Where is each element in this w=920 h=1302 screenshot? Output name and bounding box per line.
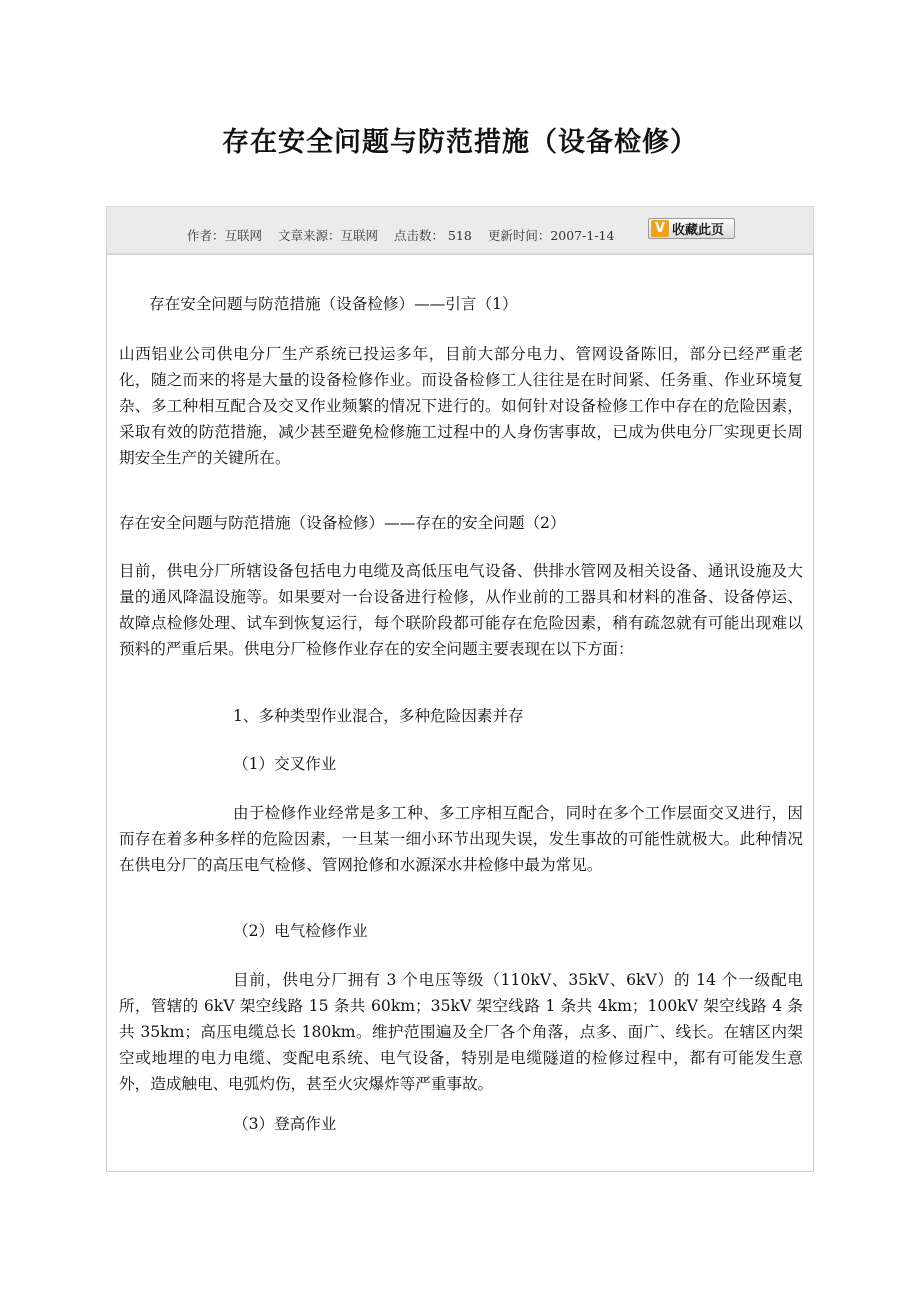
meta-source: 文章来源：互联网 bbox=[278, 228, 379, 243]
meta-updated: 更新时间：2007-1-14 bbox=[487, 228, 615, 243]
paragraph-subitem-3: （3）登高作业 bbox=[233, 1115, 337, 1133]
article-title: 存在安全问题与防范措施（设备检修） bbox=[222, 127, 698, 158]
paragraph-item-1: 1、多种类型作业混合，多种危险因素并存 bbox=[233, 707, 524, 725]
favorite-icon: V bbox=[651, 220, 669, 237]
paragraph-cross-work: 由于检修作业经常是多工种、多工序相互配合，同时在多个工作层面交叉进行，因而存在着多种多样的危险因素，一旦某一细小环节出现失误，发生事故的可能性就极大。此种情况在供电分厂的高压电气检修、管网抢修和水源深水井检修中最为常见。 bbox=[119, 804, 803, 874]
paragraph-intro: 山西铝业公司供电分厂生产系统已投运多年，目前大部分电力、管网设备陈旧，部分已经严重老化，随之而来的将是大量的设备检修作业。而设备检修工人往往是在时间紧、任务重、作业环境复杂、多工种相互配合及交叉作业频繁的情况下进行的。如何针对设备检修工作中存在的危险因素，采取有效的防范措施，减少甚至避免检修施工过程中的人身伤害事故，已成为供电分厂实现更长周期安全生产的关键所在。 bbox=[119, 345, 803, 467]
article-meta-bar bbox=[106, 206, 814, 254]
meta-clicks: 点击数： 518 bbox=[394, 228, 472, 243]
paragraph-subitem-1: （1）交叉作业 bbox=[233, 755, 337, 773]
bookmark-page-button[interactable] bbox=[648, 218, 735, 239]
bookmark-page-label: 收藏此页 bbox=[672, 223, 725, 238]
article-meta bbox=[187, 226, 626, 244]
meta-author: 作者：互联网 bbox=[187, 228, 263, 243]
paragraph-subitem-2: （2）电气检修作业 bbox=[233, 922, 368, 940]
paragraph-section2: 目前，供电分厂所辖设备包括电力电缆及高低压电气设备、供排水管网及相关设备、通讯设施及大量的通风降温设施等。如果要对一台设备进行检修，从作业前的工器具和材料的准备、设备停运、故障点检修处理、试车到恢复运行，每个联阶段都可能存在危险因素，稍有疏忽就有可能出现难以预料的严重后果。供电分厂检修作业存在的安全问题主要表现在以下方面： bbox=[119, 562, 803, 658]
paragraph-electrical-work: 目前，供电分厂拥有 3 个电压等级（110kV、35kV、6kV）的 14 个一级配电所，管辖的 6kV 架空线路 15 条共 60km；35kV 架空线路 1 条共 4km；100kV 架空线路 4 条共 35km；高压电缆总长 180km。维护范围遍及全厂各个角落，点多、面广、线长。在辖区内架空或地埋的电力电缆、变配电系统、电气设备，特别是电缆隧道的检修过程中，都有可能发生意外，造成触电、电弧灼伤，甚至火灾爆炸等严重事故。 bbox=[119, 971, 803, 1093]
paragraph-intro-heading: 存在安全问题与防范措施（设备检修）——引言（1） bbox=[149, 295, 518, 313]
paragraph-section2-heading: 存在安全问题与防范措施（设备检修）——存在的安全问题（2） bbox=[119, 514, 566, 532]
article-body bbox=[106, 254, 814, 1172]
